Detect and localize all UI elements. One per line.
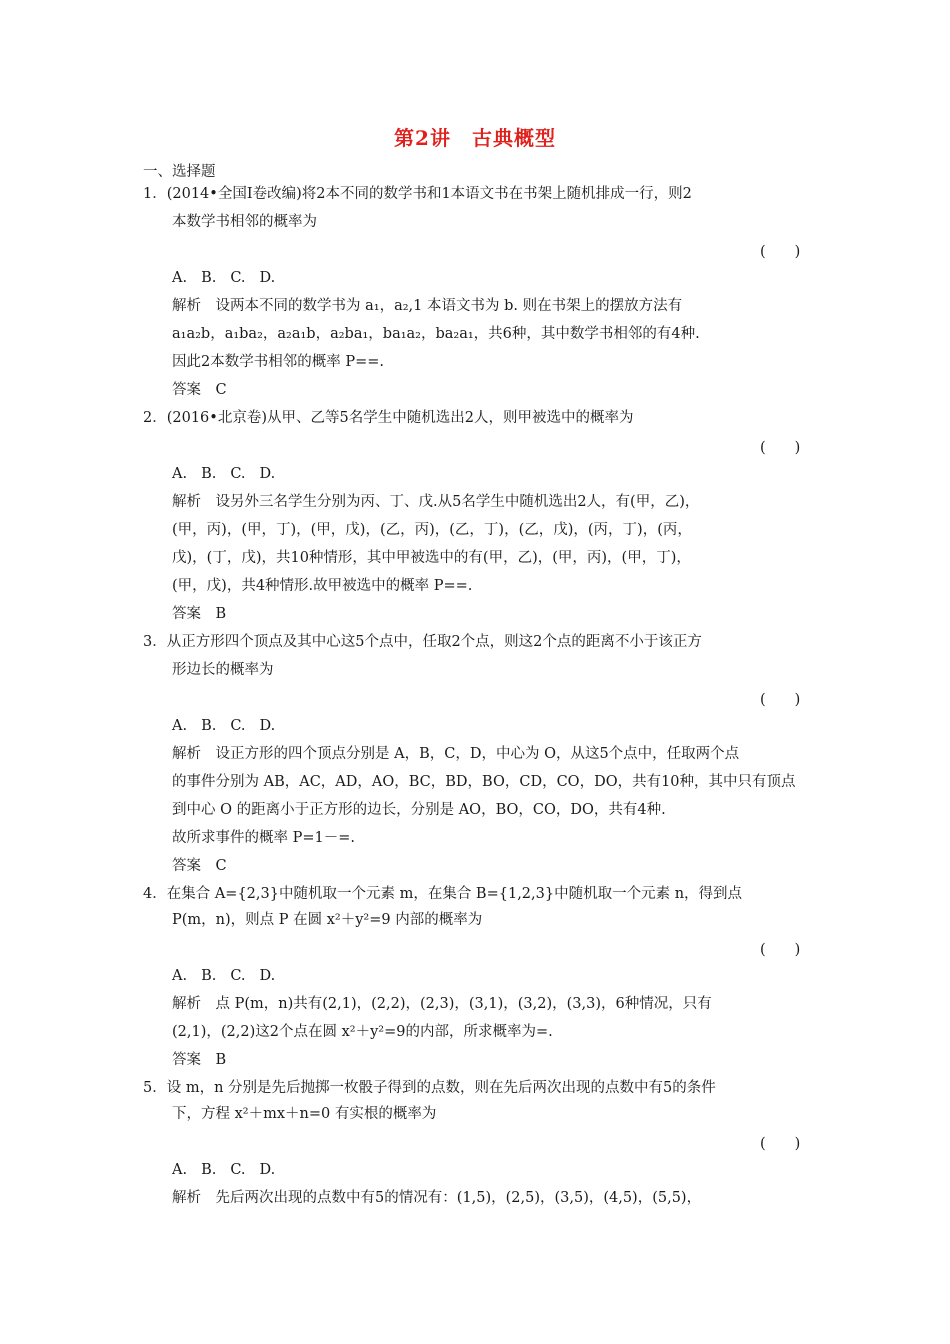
- section-heading: 一、选择题: [143, 164, 216, 180]
- q5-stem-line1: 5．设 m，n 分别是先后抛掷一枚骰子得到的点数，则在先后两次出现的点数中有5的条件: [143, 1080, 716, 1096]
- q5-solution-line1: 解析 先后两次出现的点数中有5的情况有：(1,5)，(2,5)，(3,5)，(4,5)，(5,5)，: [172, 1190, 702, 1206]
- q2-answer: 答案 B: [172, 606, 227, 622]
- q4-solution-line1: 解析 点 P(m，n)共有(2,1)，(2,2)，(2,3)，(3,1)，(3,2)，(3,3)，6种情况，只有: [172, 996, 712, 1012]
- q5-options: [172, 1160, 289, 1180]
- option-b: B.: [201, 466, 217, 482]
- option-b: B.: [201, 718, 217, 734]
- q3-stem-line2: 形边长的概率为: [172, 662, 274, 678]
- q2-stem-line1: 2．(2016•北京卷)从甲、乙等5名学生中随机选出2人，则甲被选中的概率为: [143, 410, 634, 426]
- q1-solution-line3: 因此2本数学书相邻的概率 P==.: [172, 354, 384, 370]
- q3-answer-blank: ( ): [760, 692, 801, 708]
- option-d: D.: [259, 270, 276, 286]
- q1-answer-blank: ( ): [760, 244, 801, 260]
- q2-solution-line2: (甲，丙)，(甲，丁)，(甲，戊)，(乙，丙)，(乙，丁)，(乙，戊)，(丙，丁)，(丙，: [172, 522, 692, 538]
- q2-solution-line3: 戊)，(丁，戊)，共10种情形，其中甲被选中的有(甲，乙)，(甲，丙)，(甲，丁)，: [172, 550, 691, 566]
- option-a: A.: [172, 466, 188, 482]
- option-b: B.: [201, 1162, 217, 1178]
- q2-solution-line1: 解析 设另外三名学生分别为丙、丁、戊.从5名学生中随机选出2人，有(甲，乙)，: [172, 494, 700, 510]
- option-d: D.: [259, 466, 276, 482]
- option-c: C.: [230, 1162, 246, 1178]
- q1-solution-line2: a₁a₂b，a₁ba₂，a₂a₁b，a₂ba₁，ba₁a₂，ba₂a₁，共6种，其中数学书相邻的有4种.: [172, 326, 700, 342]
- q4-stem-line2: P(m，n)，则点 P 在圆 x²＋y²=9 内部的概率为: [172, 912, 483, 928]
- q1-stem-line1: 1．(2014•全国Ⅰ卷改编)将2本不同的数学书和1本语文书在书架上随机排成一行，则2: [143, 186, 692, 202]
- q3-solution-line4: 故所求事件的概率 P=1－=.: [172, 830, 355, 846]
- option-c: C.: [230, 270, 246, 286]
- q4-answer: 答案 B: [172, 1052, 227, 1068]
- q3-solution-line2: 的事件分别为 AB，AC，AD，AO，BC，BD，BO，CD，CO，DO，共有10种，其中只有顶点: [172, 774, 796, 790]
- page-title: 第2讲 古典概型: [394, 126, 556, 150]
- q3-options: [172, 716, 289, 736]
- q5-stem-line2: 下，方程 x²＋mx＋n=0 有实根的概率为: [172, 1106, 437, 1122]
- option-a: A.: [172, 968, 188, 984]
- q1-solution-line1: 解析 设两本不同的数学书为 a₁，a₂,1 本语文书为 b. 则在书架上的摆放方法有: [172, 298, 683, 314]
- option-d: D.: [259, 1162, 276, 1178]
- q2-solution-line4: (甲，戊)，共4种情形.故甲被选中的概率 P==.: [172, 578, 473, 594]
- option-d: D.: [259, 968, 276, 984]
- q4-answer-blank: ( ): [760, 942, 801, 958]
- option-a: A.: [172, 270, 188, 286]
- q3-solution-line1: 解析 设正方形的四个顶点分别是 A，B，C，D，中心为 O，从这5个点中，任取两个点: [172, 746, 740, 762]
- q4-solution-line2: (2,1)，(2,2)这2个点在圆 x²＋y²=9的内部，所求概率为=.: [172, 1024, 553, 1040]
- q3-stem-line1: 3．从正方形四个顶点及其中心这5个点中，任取2个点，则这2个点的距离不小于该正方: [143, 634, 702, 650]
- q2-answer-blank: ( ): [760, 440, 801, 456]
- option-c: C.: [230, 466, 246, 482]
- q4-options: [172, 966, 289, 986]
- option-a: A.: [172, 1162, 188, 1178]
- option-b: B.: [201, 968, 217, 984]
- option-b: B.: [201, 270, 217, 286]
- q1-options: [172, 268, 289, 288]
- q3-solution-line3: 到中心 O 的距离小于正方形的边长，分别是 AO，BO，CO，DO，共有4种.: [172, 802, 666, 818]
- q5-answer-blank: ( ): [760, 1136, 801, 1152]
- option-d: D.: [259, 718, 276, 734]
- option-a: A.: [172, 718, 188, 734]
- option-c: C.: [230, 968, 246, 984]
- option-c: C.: [230, 718, 246, 734]
- q2-options: [172, 464, 289, 484]
- q1-stem-line2: 本数学书相邻的概率为: [172, 214, 317, 230]
- q4-stem-line1: 4．在集合 A={2,3}中随机取一个元素 m，在集合 B={1,2,3}中随机取一个元素 n，得到点: [143, 886, 743, 902]
- q1-answer: 答案 C: [172, 382, 227, 398]
- q3-answer: 答案 C: [172, 858, 227, 874]
